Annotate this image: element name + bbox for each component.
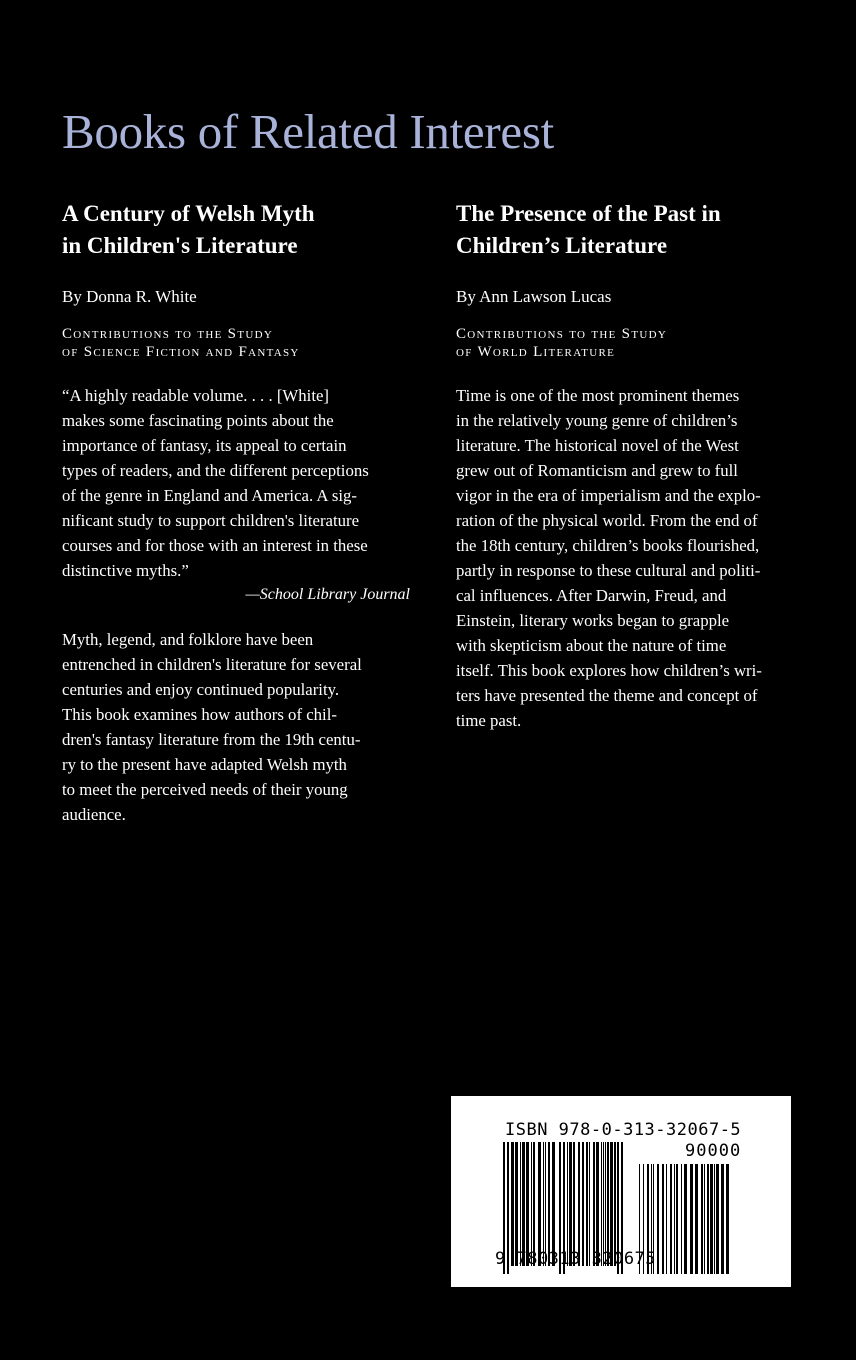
barcode-bar bbox=[578, 1142, 580, 1266]
barcode-bar bbox=[695, 1164, 698, 1274]
barcode-bar bbox=[603, 1142, 604, 1266]
quote-line: courses and for those with an interest in these bbox=[62, 536, 368, 555]
description-line: ration of the physical world. From the end of bbox=[456, 511, 758, 530]
description-line: partly in response to these cultural and politi- bbox=[456, 561, 761, 580]
description-line: Einstein, literary works began to grapple bbox=[456, 611, 730, 630]
quote-line: makes some fascinating points about the bbox=[62, 411, 334, 430]
barcode-bar bbox=[614, 1142, 616, 1266]
description-line: entrenched in children's literature for several bbox=[62, 655, 362, 674]
barcode-bar bbox=[520, 1142, 521, 1266]
book-series bbox=[62, 325, 424, 361]
book-series bbox=[456, 325, 814, 361]
series-line: of World Literature bbox=[456, 344, 616, 360]
barcode-bar bbox=[548, 1142, 550, 1266]
barcode-bar bbox=[657, 1164, 659, 1274]
barcode-bar bbox=[701, 1164, 703, 1274]
barcode-bar bbox=[545, 1142, 546, 1266]
barcode-bar bbox=[589, 1142, 590, 1266]
barcode-bar bbox=[567, 1142, 568, 1266]
book-entry-welsh-myth bbox=[62, 198, 424, 827]
barcode-bar bbox=[710, 1164, 713, 1274]
barcode-bar bbox=[605, 1142, 606, 1266]
description-line: ters have presented the theme and concept of bbox=[456, 686, 758, 705]
barcode-bar bbox=[593, 1142, 595, 1266]
barcode-bar bbox=[511, 1142, 514, 1266]
barcode-bar bbox=[531, 1142, 532, 1266]
series-line: Contributions to the Study bbox=[456, 326, 668, 342]
barcode-bar bbox=[662, 1164, 664, 1274]
barcode-bar bbox=[676, 1164, 678, 1274]
barcode-bar bbox=[681, 1164, 682, 1274]
book-title bbox=[456, 198, 814, 262]
book-title bbox=[62, 198, 424, 262]
quote-line: types of readers, and the different perceptions bbox=[62, 461, 369, 480]
barcode-bar bbox=[573, 1142, 575, 1266]
barcode-bar bbox=[690, 1164, 693, 1274]
description-line: time past. bbox=[456, 711, 522, 730]
description-line: to meet the perceived needs of their young bbox=[62, 780, 348, 799]
isbn-label: ISBN 978-0-313-32067-5 bbox=[505, 1120, 742, 1140]
book-title-line: in Children's Literature bbox=[62, 233, 298, 258]
barcode-bar bbox=[666, 1164, 667, 1274]
review-quote bbox=[62, 383, 424, 607]
isbn-barcode-panel bbox=[451, 1096, 791, 1287]
barcode-bar bbox=[707, 1164, 709, 1274]
barcode-bar bbox=[726, 1164, 729, 1274]
barcode-bar bbox=[716, 1164, 719, 1274]
book-title-line: The Presence of the Past in bbox=[456, 201, 721, 226]
barcode-bar bbox=[569, 1142, 572, 1266]
barcode-bar bbox=[670, 1164, 672, 1274]
barcode-bar bbox=[596, 1142, 599, 1266]
quote-line: “A highly readable volume. . . . [White] bbox=[62, 386, 330, 405]
book-title-line: Children’s Literature bbox=[456, 233, 668, 258]
quote-line: distinctive myths.” bbox=[62, 561, 189, 580]
book-author: By Ann Lawson Lucas bbox=[456, 287, 612, 306]
barcode-bar bbox=[721, 1164, 724, 1274]
barcode-bar bbox=[704, 1164, 705, 1274]
barcode-bar bbox=[538, 1142, 541, 1266]
description-line: ry to the present have adapted Welsh myth bbox=[62, 755, 347, 774]
barcode-bar bbox=[533, 1142, 535, 1266]
description-line: cal influences. After Darwin, Freud, and bbox=[456, 586, 727, 605]
description-line: vigor in the era of imperialism and the explo- bbox=[456, 486, 761, 505]
description-line: in the relatively young genre of children’s bbox=[456, 411, 738, 430]
description-line: literature. The historical novel of the West bbox=[456, 436, 739, 455]
page-heading: Books of Related Interest bbox=[62, 104, 554, 159]
description-line: This book examines how authors of chil- bbox=[62, 705, 337, 724]
description-line: with skepticism about the nature of time bbox=[456, 636, 727, 655]
barcode-bar bbox=[607, 1142, 609, 1266]
barcode-bar bbox=[586, 1142, 588, 1266]
barcode-bar bbox=[684, 1164, 687, 1274]
barcode-bar bbox=[714, 1164, 715, 1274]
description-line: audience. bbox=[62, 805, 126, 824]
barcode-ean-digits: 9 780313 320675 bbox=[495, 1249, 657, 1269]
book-entry-presence-of-past bbox=[456, 198, 814, 733]
barcode-bar bbox=[552, 1142, 555, 1266]
description-line: the 18th century, children’s books flourished, bbox=[456, 536, 760, 555]
book-description bbox=[62, 627, 424, 827]
description-line: centuries and enjoy continued popularity. bbox=[62, 680, 340, 699]
description-line: grew out of Romanticism and grew to full bbox=[456, 461, 738, 480]
barcode-bar bbox=[601, 1142, 602, 1266]
quote-line: importance of fantasy, its appeal to certain bbox=[62, 436, 347, 455]
series-line: of Science Fiction and Fantasy bbox=[62, 344, 300, 360]
book-description bbox=[456, 383, 814, 733]
barcode-bar bbox=[543, 1142, 544, 1266]
barcode-bar bbox=[526, 1142, 529, 1266]
barcode-bar bbox=[522, 1142, 525, 1266]
quote-line: nificant study to support children's literature bbox=[62, 511, 360, 530]
description-line: Time is one of the most prominent themes bbox=[456, 386, 740, 405]
barcode-bar bbox=[674, 1164, 675, 1274]
quote-source: —School Library Journal bbox=[245, 586, 410, 603]
description-line: Myth, legend, and folklore have been bbox=[62, 630, 314, 649]
description-line: itself. This book explores how children’s wri- bbox=[456, 661, 762, 680]
quote-line: of the genre in England and America. A sig- bbox=[62, 486, 357, 505]
barcode-bar bbox=[610, 1142, 613, 1266]
barcode-bar bbox=[515, 1142, 518, 1266]
series-line: Contributions to the Study bbox=[62, 326, 274, 342]
book-title-line: A Century of Welsh Myth bbox=[62, 201, 315, 226]
barcode-bar bbox=[582, 1142, 584, 1266]
description-line: dren's fantasy literature from the 19th centu- bbox=[62, 730, 361, 749]
barcode-addon-digits: 90000 bbox=[685, 1141, 742, 1161]
book-author: By Donna R. White bbox=[62, 287, 197, 306]
